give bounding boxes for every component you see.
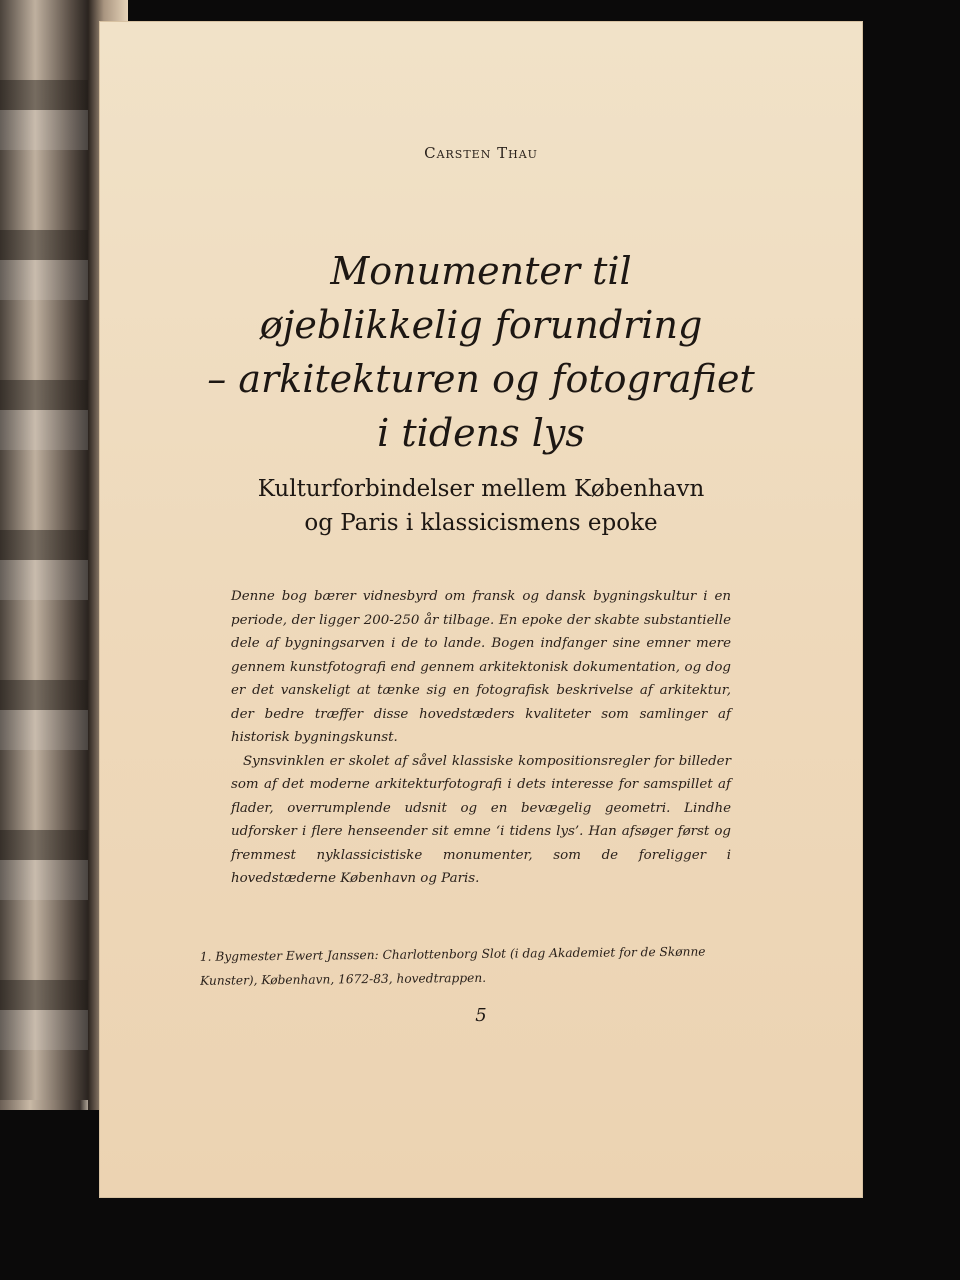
author-name: Carsten Thau [424,144,538,162]
paragraph: Synsvinklen er skolet af såvel klassiske kompositionsregler for billeder som af det moderne arkitekturfotografi i dets interesse for samspillet af flader, overrumplende udsnit og en bevægelig geometri. Lindhe udforsker i flere henseender sit emne ‘i tidens lys’. Han afsøger først og fremmest nyklassicistiske monumenter, som de foreligger i hovedstæderne København og Paris. [231,753,731,886]
title-line: i tidens lys [377,411,585,455]
title-line: – arkitekturen og fotografiet [207,357,755,401]
title-line: Monumenter til [330,249,632,293]
chapter-subtitle [100,472,862,540]
page-number: 5 [475,1005,487,1026]
book-page [100,22,862,1197]
subtitle-line: og Paris i klassicismens epoke [304,510,658,536]
chapter-title [100,244,862,460]
body-text [231,585,731,891]
figure-caption: 1. Bygmester Ewert Janssen: Charlottenborg Slot (i dag Akademiet for de Skønne Kunster), København, 1672-83, hovedtrappen. [199,944,706,988]
facing-page-photo-staircase [0,0,88,1100]
title-line: øjeblikkelig forundring [259,303,703,347]
subtitle-line: Kulturforbindelser mellem København [257,476,705,502]
paragraph: Denne bog bærer vidnesbyrd om fransk og dansk bygningskultur i en periode, der ligger 200-250 år tilbage. En epoke der skabte substantielle dele af bygningsarven i de to lande. Bogen indfanger sine emner mere gennem kunstfotografi end gennem arkitektonisk dokumentation, og dog er det vanskeligt at tænke sig en fotografisk beskrivelse af arkitektur, der bedre træffer disse hovedstæders kvaliteter som samlinger af historisk bygningskunst. [231,589,731,745]
